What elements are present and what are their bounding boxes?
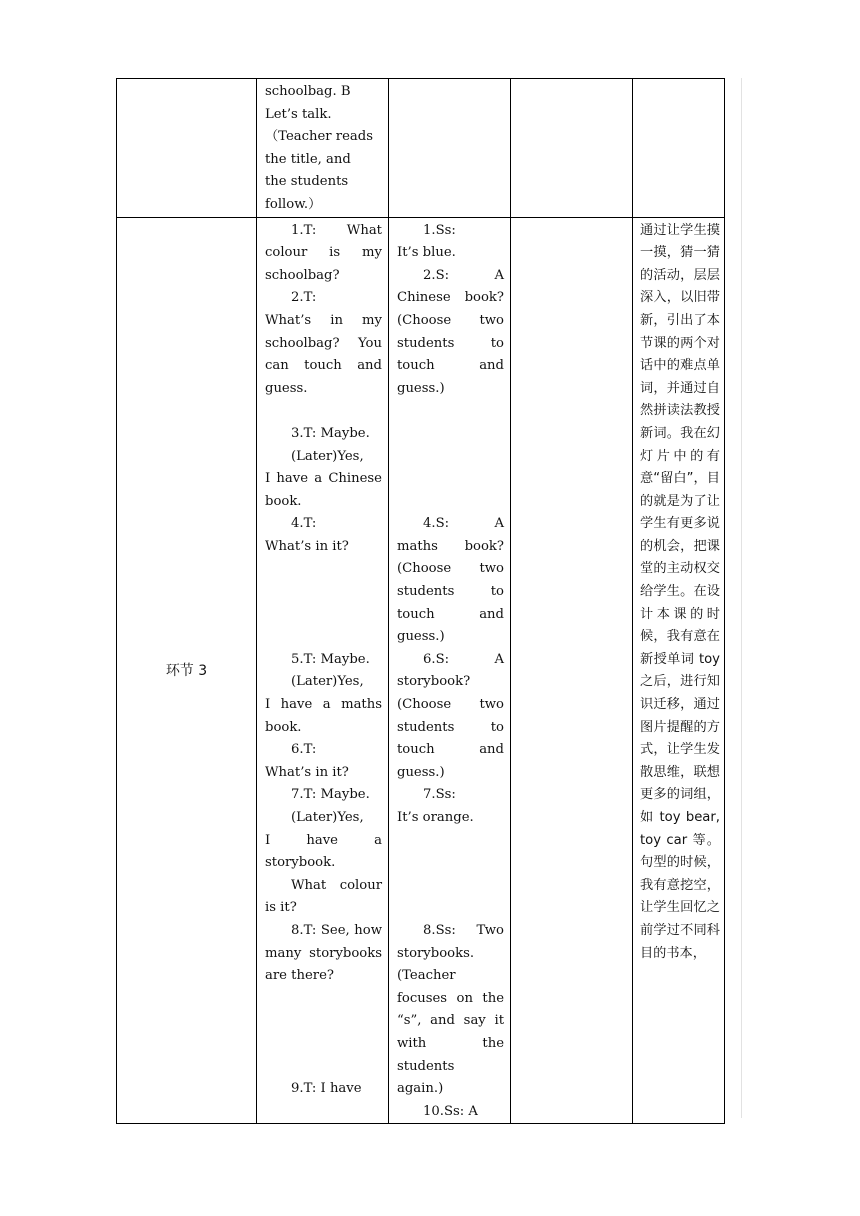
teacher-line: schoolbag. B (265, 84, 351, 99)
teacher-activity-cell (257, 217, 389, 1124)
student-step-7-text: It’s orange. (397, 810, 474, 825)
empty-cell (511, 217, 633, 1124)
teacher-step-7-text: I have a storybook. (265, 832, 382, 871)
teacher-line: （Teacher reads (265, 129, 373, 145)
student-step-4: 4.S: A maths book? (Choose two students to touch and guess.) (397, 516, 504, 645)
teacher-step-3-later: (Later)Yes, (291, 448, 364, 464)
teacher-step-4-text: What’s in it? (265, 538, 349, 554)
teacher-activity-cell (257, 79, 389, 218)
student-step-7: 7.Ss: (423, 787, 456, 803)
teacher-line: follow.） (265, 196, 322, 212)
teacher-step-5-text: I have a maths book. (265, 697, 382, 735)
student-step-1: 1.Ss: (423, 222, 456, 238)
student-step-2: 2.S: A Chinese book? (Choose two students to touch and guess.) (397, 267, 504, 396)
teacher-line: the students (265, 174, 349, 190)
page-edge-line (741, 78, 742, 1118)
empty-cell (511, 79, 633, 218)
teacher-step-7-later: (Later)Yes, (291, 810, 364, 825)
student-step-1-text: It’s blue. (397, 245, 456, 261)
student-step-8: 8.Ss: Two storybooks. (Teacher focuses on the “s”, and say it with the students again.) (397, 922, 504, 1097)
student-step-10: 10.Ss: A (423, 1103, 478, 1119)
student-activity-cell (389, 217, 511, 1124)
design-notes-text: 通过让学生摸一摸，猜一猜的活动，层层深入，以旧带新，引出了本节课的两个对话中的难点单词，并通过自然拼读法教授新词。我在幻灯片中的有意“留白”，目的就是为了让学生有更多说的机会，把课堂的主动权交给学生。在设计本课的时候，我有意在新授单词 toy 之后，进行知识迁移，通过图片提醒的方式，让学生发散思维，联想更多的词组，如 toy bear, toy car 等。句型的时候，我有意挖空，让学生回忆之前学过不同科目的书本， (640, 222, 720, 961)
teacher-step-8: 8.T: See, how many storybooks are there? (265, 922, 382, 984)
teacher-step-6: 6.T: (291, 742, 317, 758)
stage-cell-empty (117, 79, 257, 218)
teacher-step-1: 1.T: What colour is my schoolbag? (265, 222, 382, 283)
design-notes-cell (633, 79, 725, 218)
teacher-step-2-text: What’s in my schoolbag? You can touch and guess. (265, 312, 382, 396)
student-step-6: 6.S: A storybook? (Choose two students to touch and guess.) (397, 651, 504, 780)
teacher-step-3-text: I have a Chinese book. (265, 471, 382, 509)
teacher-line: the title, and (265, 151, 351, 167)
teacher-step-6-text: What’s in it? (265, 764, 349, 780)
design-notes-cell (633, 217, 725, 1124)
teacher-step-2: 2.T: (291, 290, 317, 306)
teacher-step-9: 9.T: I have (291, 1081, 362, 1097)
teacher-step-5-later: (Later)Yes, (291, 674, 364, 690)
teacher-step-7-question: What colour is it? (265, 877, 382, 916)
teacher-line: Let’s talk. (265, 106, 332, 122)
stage-label: 环节 3 (117, 217, 257, 1124)
table-row-previous (117, 79, 725, 218)
table-row-stage-3 (117, 217, 725, 1124)
teacher-step-4: 4.T: (291, 516, 317, 532)
teacher-step-3: 3.T: Maybe. (291, 425, 370, 441)
teacher-step-5: 5.T: Maybe. (291, 651, 370, 667)
teacher-step-7: 7.T: Maybe. (291, 787, 370, 803)
student-activity-cell (389, 79, 511, 218)
lesson-plan-table (116, 78, 725, 1124)
